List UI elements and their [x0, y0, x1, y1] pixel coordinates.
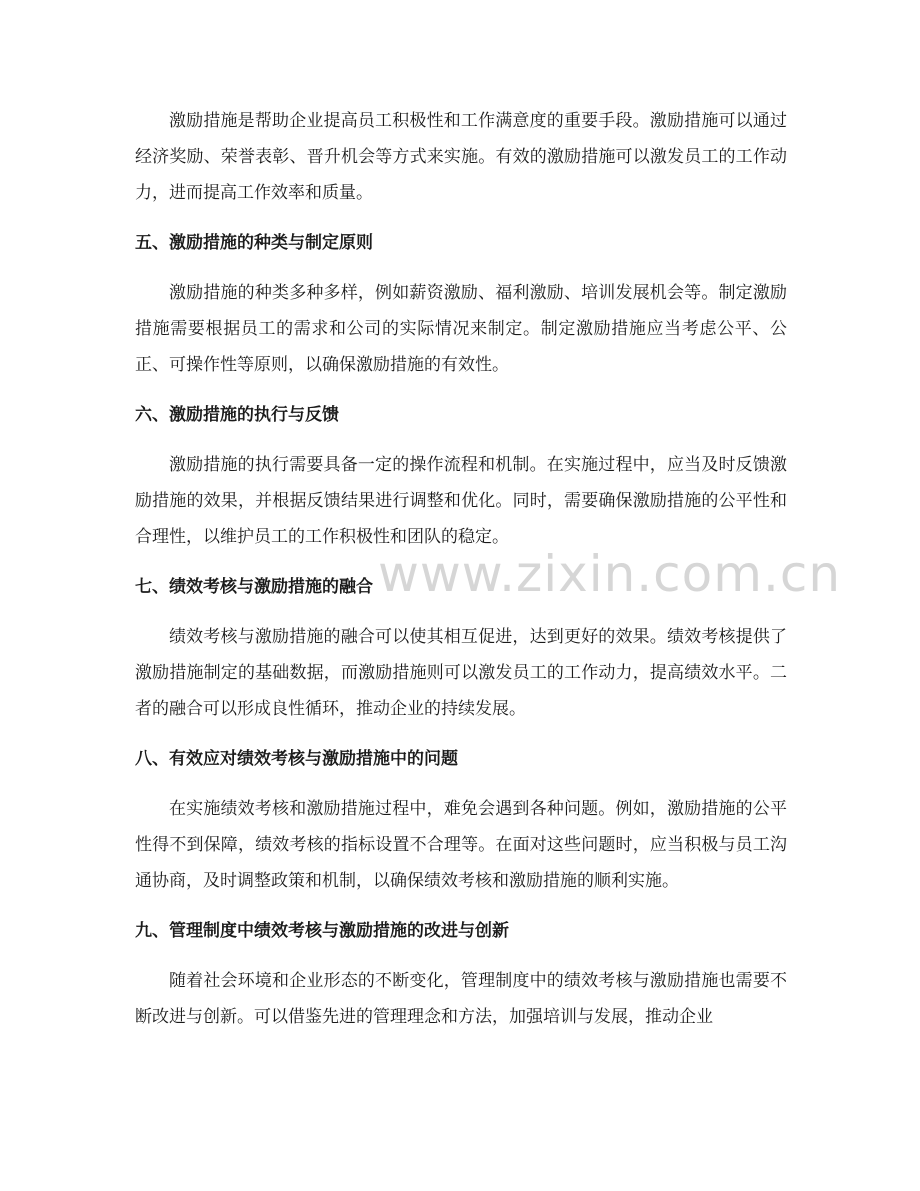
section-paragraph-5: 激励措施的种类多种多样，例如薪资激励、福利激励、培训发展机会等。制定激励措施需要根据员工的需求和公司的实际情况来制定。制定激励措施应当考虑公平、公正、可操作性等原则，以确保激励措施的有效性。 [135, 283, 787, 375]
intro-paragraph: 激励措施是帮助企业提高员工积极性和工作满意度的重要手段。激励措施可以通过经济奖励、荣誉表彰、晋升机会等方式来实施。有效的激励措施可以激发员工的工作动力，进而提高工作效率和质量。 [135, 111, 787, 203]
section-paragraph-7: 绩效考核与激励措施的融合可以使其相互促进，达到更好的效果。绩效考核提供了激励措施制定的基础数据，而激励措施则可以激发员工的工作动力，提高绩效水平。二者的融合可以形成良性循环，推动企业的持续发展。 [135, 627, 787, 719]
section-paragraph-9: 随着社会环境和企业形态的不断变化，管理制度中的绩效考核与激励措施也需要不断改进与创新。可以借鉴先进的管理理念和方法，加强培训与发展，推动企业 [135, 971, 787, 1027]
section-heading-5: 五、激励措施的种类与制定原则 [135, 233, 373, 253]
section-paragraph-8: 在实施绩效考核和激励措施过程中，难免会遇到各种问题。例如，激励措施的公平性得不到保障，绩效考核的指标设置不合理等。在面对这些问题时，应当积极与员工沟通协商，及时调整政策和机制，以确保绩效考核和激励措施的顺利实施。 [135, 799, 787, 891]
document-body [135, 103, 787, 1035]
watermark: www.zixin.com.cn [378, 545, 842, 603]
section-heading-9: 九、管理制度中绩效考核与激励措施的改进与创新 [135, 921, 509, 941]
section-paragraph-6: 激励措施的执行需要具备一定的操作流程和机制。在实施过程中，应当及时反馈激励措施的效果，并根据反馈结果进行调整和优化。同时，需要确保激励措施的公平性和合理性，以维护员工的工作积极性和团队的稳定。 [135, 455, 787, 547]
section-heading-8: 八、有效应对绩效考核与激励措施中的问题 [135, 749, 458, 769]
section-heading-6: 六、激励措施的执行与反馈 [135, 405, 339, 425]
section-heading-7: 七、绩效考核与激励措施的融合 [135, 577, 373, 597]
